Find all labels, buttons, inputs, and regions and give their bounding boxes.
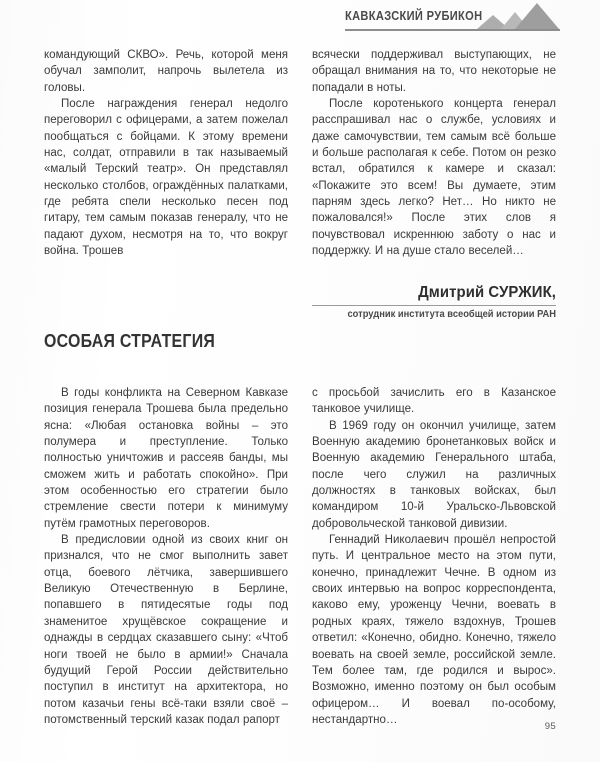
running-header: [345, 7, 560, 37]
upper-right-column: [312, 47, 556, 259]
section-heading: ОСОБАЯ СТРАТЕГИЯ: [44, 330, 216, 351]
paragraph: командующий СКВО». Речь, которой меня обучал замполит, напрочь вылетела из головы.: [44, 49, 288, 94]
paragraph: всячески поддерживал выступающих, не обращал внимания на то, что некоторые не попадали в ноты.: [312, 49, 556, 94]
page-number: 95: [544, 721, 556, 732]
paragraph: В годы конфликта на Северном Кавказе позиция генерала Трошева была предельно ясна: «Любая остановка войны – это полумера и преступление. Только полностью уничтожив и рассеяв банды, мы сможем жить и работать спокойно». При этом особенностью его стратегии было стремление свести потери к минимуму путём грамотных переговоров.: [44, 387, 288, 530]
running-header-rule: [345, 29, 560, 31]
paragraph: В 1969 году он окончил училище, затем Военную академию бронетанковых войск и Военную академию Генерального штаба, после чего служил на различных должностях в танковых войсках, был командиром 10-й Уральско-Львовской добровольческой танковой дивизии.: [312, 419, 556, 530]
lower-right-column: [312, 385, 556, 728]
paragraph: В предисловии одной из своих книг он признался, что не смог выполнить завет отца, боевого лётчика, завершившего Великую Отечественную в Берлине, попавшего в пятидесятые годы под знаменитое хрущёвское сокращение и однажды в сердцах сказавшего сыну: «Чтоб ноги твоей не было в армии!» Сначала будущий Герой России действительно поступил в институт на архитектора, но потом казачьи гены всё-таки взяли своё – потомственный терский казак подал рапорт: [44, 534, 288, 726]
running-header-title: КАВКАЗСКИЙ РУБИКОН: [345, 8, 483, 23]
byline-divider: [312, 305, 556, 306]
paragraph: После награждения генерал недолго переговорил с офицерами, а затем пожелал пообщаться с бойцами. К этому времени нас, солдат, отправили в так называемый «малый Терский театр». Он представлял несколько столбов, ограждённых палатками, где ребята спели несколько песен под гитару, тем самым показав генералу, что не падают духом, несмотря на то, что вокруг война. Трошев: [44, 98, 288, 258]
author-affiliation: сотрудник института всеобщей истории РАН: [347, 309, 556, 320]
lower-left-column: [44, 385, 288, 728]
paragraph: Геннадий Николаевич прошёл непростой путь. И центральное место на этом пути, конечно, принадлежит Чечне. В одном из своих интервью на вопрос корреспондента, каково ему, уроженцу Чечни, воевать в родных краях, тяжело вздохнув, Трошев ответил: «Конечно, обидно. Конечно, тяжело воевать на своей земле, российской земле. Тем более там, где родился и вырос». Возможно, именно поэтому он был особым офицером… И воевал по-особому, нестандартно…: [312, 534, 556, 726]
paragraph: После коротенького концерта генерал расспрашивал нас о службе, условиях и даже самочувствии, тем самым всё больше и больше располагая к себе. Потом он резко встал, обратился к камере и сказал: «Покажите это всем! Вы думаете, этим парням здесь легко? Нет… Но никто не пожаловался!» После этих слов я почувствовал искреннюю заботу о нас и поддержку. И на душе стало веселей…: [312, 98, 556, 258]
author-byline: [312, 284, 556, 320]
paragraph: с просьбой зачислить его в Казанское танковое училище.: [312, 387, 556, 416]
upper-left-column: [44, 47, 288, 259]
author-name: Дмитрий СУРЖИК,: [418, 284, 556, 301]
